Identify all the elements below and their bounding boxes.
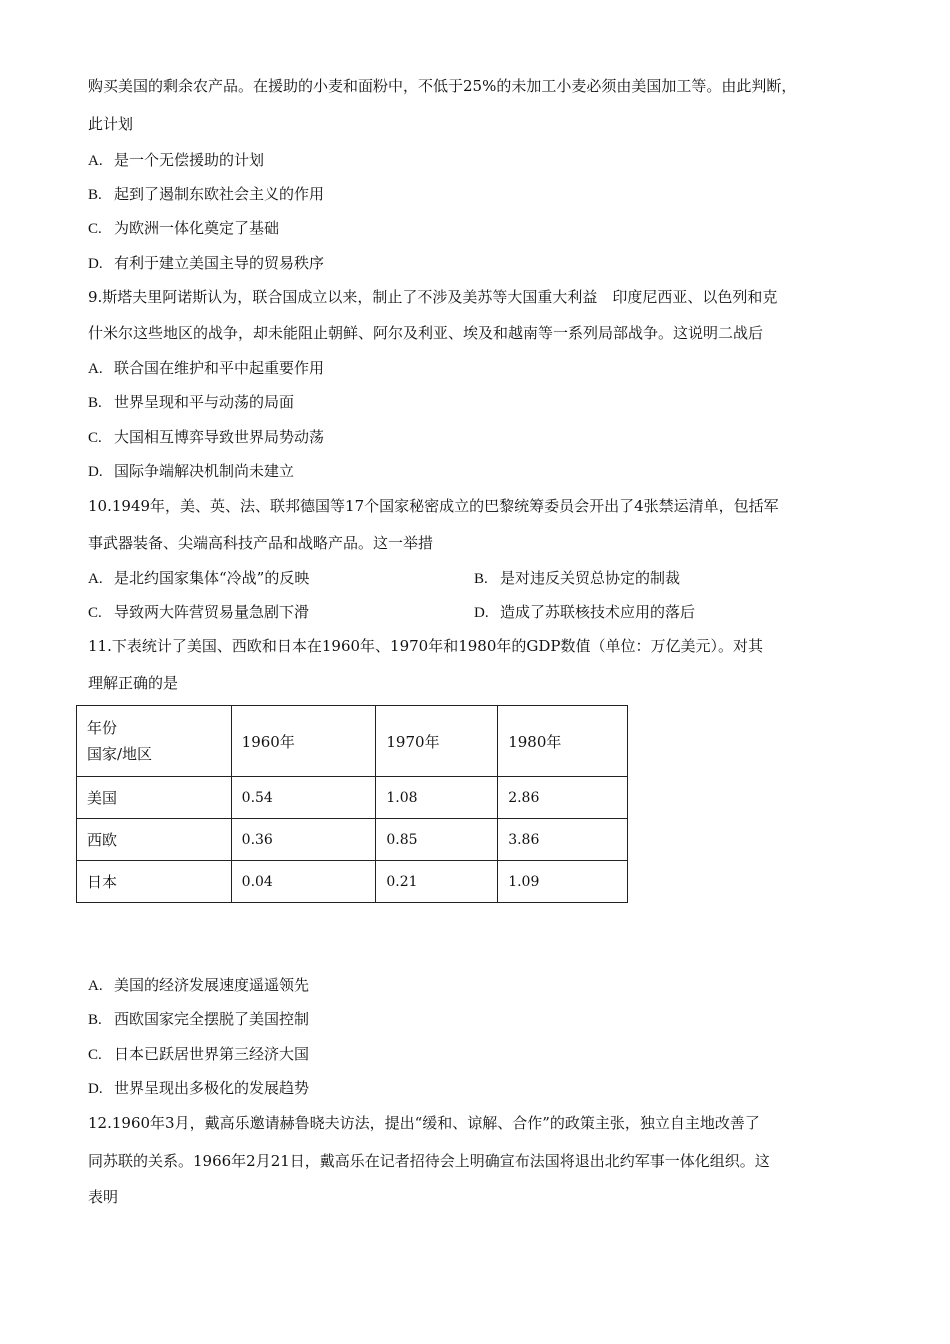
q10-option-c: C. 导致两大阵营贸易量急剧下滑 [88, 603, 310, 621]
gdp-table [76, 705, 628, 903]
region-cell: 美国 [77, 777, 232, 819]
gdp-table-header-1970: 1970年 [376, 706, 498, 777]
q8-option-b: B. 起到了遏制东欧社会主义的作用 [88, 185, 325, 203]
q10-stem-line2: 事武器装备、尖端高科技产品和战略产品。这一举措 [88, 534, 434, 552]
q8-option-d: D. 有利于建立美国主导的贸易秩序 [88, 254, 325, 272]
q11-option-a: A. 美国的经济发展速度遥遥领先 [88, 976, 310, 994]
q9-stem-line1: 9.斯塔夫里阿诺斯认为，联合国成立以来，制止了不涉及美苏等大国重大利益 印度尼西亚、以色列和克 [88, 288, 778, 306]
gdp-table-header-row [77, 706, 628, 777]
q9-stem-line2: 什米尔这些地区的战争，却未能阻止朝鲜、阿尔及利亚、埃及和越南等一系列局部战争。这说明二战后 [88, 324, 764, 342]
gdp-value-cell: 2.86 [498, 777, 628, 819]
q8-stem-line2: 此计划 [88, 115, 134, 133]
q10-option-b: B. 是对违反关贸总协定的制裁 [474, 569, 681, 587]
table-row [77, 861, 628, 903]
q9-option-a: A. 联合国在维护和平中起重要作用 [88, 359, 325, 377]
table-row [77, 777, 628, 819]
q12-stem-line1: 12.1960年3月，戴高乐邀请赫鲁晓夫访法，提出“缓和、谅解、合作”的政策主张，独立自主地改善了 [88, 1114, 760, 1132]
gdp-value-cell: 1.08 [376, 777, 498, 819]
q12-stem-line3: 表明 [88, 1188, 119, 1206]
gdp-table-corner-cell [77, 706, 232, 777]
q8-option-c: C. 为欧洲一体化奠定了基础 [88, 219, 280, 237]
corner-region-label: 国家/地区 [87, 745, 153, 763]
gdp-value-cell: 0.04 [231, 861, 376, 903]
q11-option-d: D. 世界呈现出多极化的发展趋势 [88, 1079, 310, 1097]
q12-stem-line2: 同苏联的关系。1966年2月21日，戴高乐在记者招待会上明确宣布法国将退出北约军事一体化组织。这 [88, 1152, 770, 1170]
q10-option-a: A. 是北约国家集体“冷战”的反映 [88, 569, 310, 587]
corner-year-label: 年份 [87, 719, 118, 737]
gdp-value-cell: 0.21 [376, 861, 498, 903]
q9-option-b: B. 世界呈现和平与动荡的局面 [88, 393, 295, 411]
region-cell: 日本 [77, 861, 232, 903]
gdp-value-cell: 0.36 [231, 819, 376, 861]
gdp-value-cell: 0.54 [231, 777, 376, 819]
q8-option-a: A. 是一个无偿援助的计划 [88, 151, 265, 169]
q9-option-c: C. 大国相互博弈导致世界局势动荡 [88, 428, 325, 446]
q11-option-c: C. 日本已跃居世界第三经济大国 [88, 1045, 310, 1063]
gdp-value-cell: 3.86 [498, 819, 628, 861]
gdp-table-header-1980: 1980年 [498, 706, 628, 777]
region-cell: 西欧 [77, 819, 232, 861]
gdp-value-cell: 0.85 [376, 819, 498, 861]
q10-stem-line1: 10.1949年，美、英、法、联邦德国等17个国家秘密成立的巴黎统筹委员会开出了4张禁运清单，包括军 [88, 497, 779, 515]
q8-stem-line1: 购买美国的剩余农产品。在援助的小麦和面粉中，不低于25%的未加工小麦必须由美国加工等。由此判断， [88, 77, 797, 95]
gdp-table-header-1960: 1960年 [231, 706, 376, 777]
q11-stem-line1: 11.下表统计了美国、西欧和日本在1960年、1970年和1980年的GDP数值（单位：万亿美元）。对其 [88, 637, 763, 655]
gdp-value-cell: 1.09 [498, 861, 628, 903]
table-row [77, 819, 628, 861]
q11-stem-line2: 理解正确的是 [88, 674, 179, 692]
q10-option-d: D. 造成了苏联核技术应用的落后 [474, 603, 696, 621]
q9-option-d: D. 国际争端解决机制尚未建立 [88, 462, 295, 480]
q11-option-b: B. 西欧国家完全摆脱了美国控制 [88, 1010, 310, 1028]
